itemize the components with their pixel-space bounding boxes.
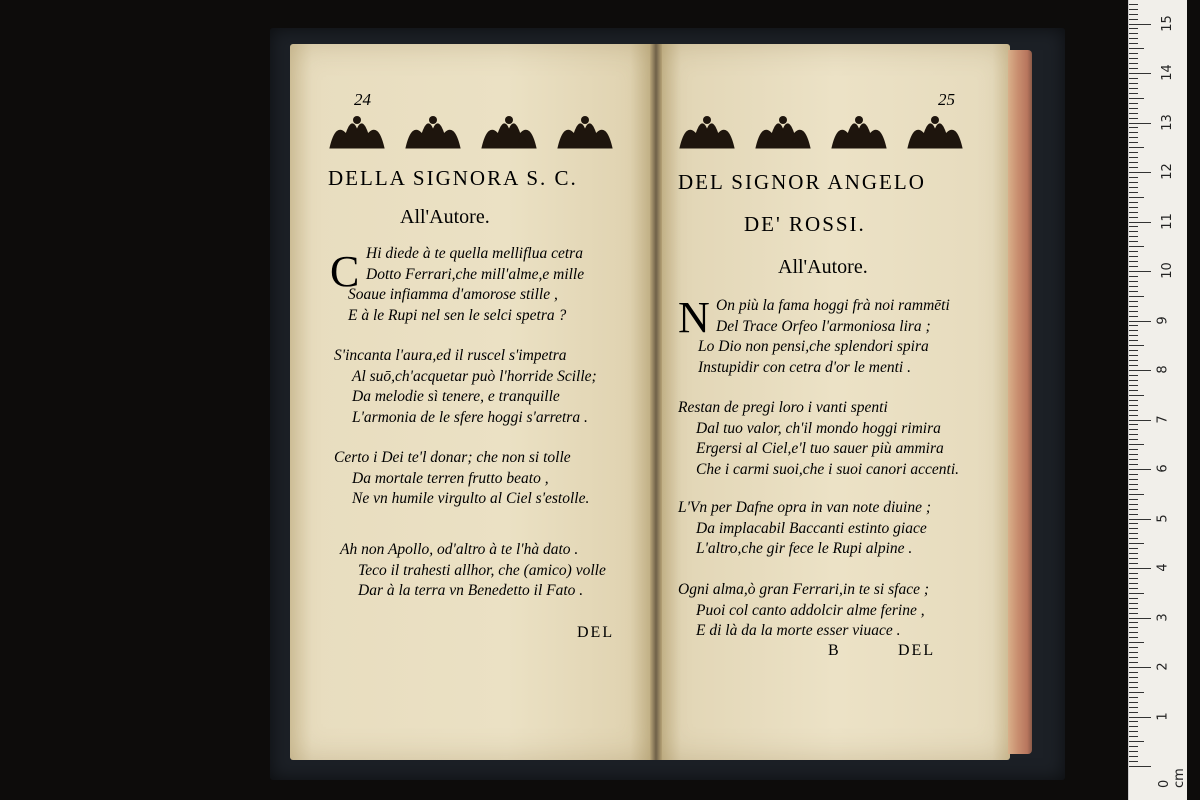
ruler-tick (1129, 657, 1138, 658)
ruler-tick (1129, 271, 1151, 272)
right-page-number: 25 (938, 90, 955, 109)
ruler-mark-label: 14 (1159, 64, 1175, 81)
right-page-title-line2: DE' ROSSI. (744, 212, 866, 236)
measurement-ruler (1128, 0, 1187, 800)
verse-line: L'armonia de le sfere hoggi s'arretra . (352, 408, 588, 426)
page-edges (1008, 50, 1032, 754)
ruler-tick (1129, 434, 1138, 435)
ruler-tick (1129, 504, 1138, 505)
ruler-tick (1129, 296, 1144, 297)
ruler-tick (1129, 439, 1138, 440)
left-stanza-1-cont (348, 285, 566, 326)
ruler-mark-label: 2 (1155, 662, 1171, 671)
ruler-tick (1129, 682, 1138, 683)
ruler-tick (1129, 662, 1138, 663)
ruler-tick (1129, 454, 1138, 455)
ruler-tick (1129, 192, 1138, 193)
verse-line: Del Trace Orfeo l'armoniosa lira ; (716, 317, 931, 335)
ruler-tick (1129, 217, 1138, 218)
ruler-tick (1129, 588, 1138, 589)
ruler-tick (1129, 330, 1138, 331)
ruler-tick (1129, 222, 1151, 223)
verse-line: Ne vn humile virgulto al Ciel s'estolle. (352, 490, 590, 507)
ruler-tick (1129, 88, 1138, 89)
ornament-icon (752, 112, 814, 152)
ruler-tick (1129, 726, 1138, 727)
ruler-tick (1129, 395, 1144, 396)
ruler-tick (1129, 24, 1151, 25)
ruler-tick (1129, 316, 1138, 317)
ruler-tick (1129, 365, 1138, 366)
ruler-tick (1129, 533, 1138, 534)
left-stanza-4 (340, 540, 606, 602)
ruler-tick (1129, 697, 1138, 698)
ruler-tick (1129, 400, 1138, 401)
left-page-title: DELLA SIGNORA S. C. (328, 166, 578, 190)
left-stanza-1 (366, 244, 584, 285)
ruler-tick (1129, 627, 1138, 628)
ruler-tick (1129, 266, 1138, 267)
ruler-tick (1129, 494, 1144, 495)
verse-line: Soaue infiamma d'amorose stille , (348, 286, 558, 303)
ruler-tick (1129, 380, 1138, 381)
verse-line: On più la fama hoggi frà noi rammēti (716, 297, 950, 314)
verse-line: Dal tuo valor, ch'il mondo hoggi rimira (696, 419, 941, 437)
ruler-tick (1129, 58, 1138, 59)
ruler-tick (1129, 147, 1144, 148)
ornament-icon (402, 112, 464, 152)
ruler-tick (1129, 385, 1138, 386)
verse-line: E di là da la morte esser viuace . (696, 622, 901, 639)
ruler-tick (1129, 187, 1138, 188)
ruler-tick (1129, 721, 1138, 722)
ruler-tick (1129, 756, 1138, 757)
ruler-tick (1129, 113, 1138, 114)
ruler-mark-label: 1 (1155, 711, 1171, 721)
ruler-tick (1129, 261, 1138, 262)
ruler-tick (1129, 335, 1138, 336)
ruler-tick (1129, 142, 1138, 143)
ruler-tick (1129, 622, 1138, 623)
book-gutter (650, 44, 662, 760)
ruler-tick (1129, 118, 1138, 119)
ruler-tick (1129, 43, 1138, 44)
ruler-tick (1129, 182, 1138, 183)
right-catchword: DEL (898, 642, 936, 659)
ruler-tick (1129, 68, 1138, 69)
ruler-tick (1129, 652, 1138, 653)
ruler-tick (1129, 132, 1138, 133)
ruler-tick (1129, 123, 1151, 124)
ruler-tick (1129, 766, 1151, 767)
verse-line: Da implacabil Baccanti estinto giace (696, 519, 927, 537)
ruler-tick (1129, 751, 1138, 752)
ruler-mark-label: 7 (1155, 414, 1171, 424)
verse-line: Da mortale terren frutto beato , (352, 469, 549, 487)
ruler-tick (1129, 38, 1138, 39)
ruler-tick (1129, 489, 1138, 490)
verse-line: Lo Dio non pensi,che splendori spira (698, 338, 929, 355)
ruler-tick (1129, 390, 1138, 391)
verse-line: Puoi col canto addolcir alme ferine , (696, 601, 925, 619)
ruler-tick (1129, 558, 1138, 559)
right-stanza-1-cont (698, 337, 929, 378)
ruler-tick (1129, 538, 1138, 539)
ruler-tick (1129, 583, 1138, 584)
ruler-tick (1129, 226, 1138, 227)
verse-line: Ogni alma,ò gran Ferrari,in te si sface ; (678, 581, 929, 598)
ruler-tick (1129, 746, 1138, 747)
ruler-tick (1129, 741, 1144, 742)
ruler-tick (1129, 152, 1138, 153)
ruler-tick (1129, 157, 1138, 158)
ruler-tick (1129, 736, 1138, 737)
ruler-tick (1129, 731, 1138, 732)
ruler-tick (1129, 608, 1138, 609)
ruler-tick (1129, 449, 1138, 450)
ruler-tick (1129, 464, 1138, 465)
left-stanza-2 (334, 346, 597, 428)
ruler-tick (1129, 177, 1138, 178)
right-stanza-3 (678, 498, 931, 560)
verse-line: Restan de pregi loro i vanti spenti (678, 399, 888, 416)
left-catchword: DEL (577, 624, 615, 641)
ruler-tick (1129, 563, 1138, 564)
ruler-tick (1129, 4, 1138, 5)
ruler-tick (1129, 519, 1151, 520)
verse-line: L'altro,che gir fece le Rupi alpine . (696, 540, 913, 557)
ruler-tick (1129, 207, 1138, 208)
ruler-tick (1129, 429, 1138, 430)
ruler-tick (1129, 499, 1138, 500)
ruler-tick (1129, 370, 1151, 371)
ruler-tick (1129, 127, 1138, 128)
ruler-tick (1129, 613, 1138, 614)
ruler-tick (1129, 231, 1138, 232)
left-page-subtitle: All'Autore. (400, 206, 490, 228)
ruler-tick (1129, 345, 1144, 346)
ruler-tick (1129, 514, 1138, 515)
verse-line: Dotto Ferrari,che mill'alme,e mille (366, 265, 585, 283)
ruler-tick (1129, 321, 1151, 322)
ruler-mark-label: 6 (1155, 464, 1171, 473)
ruler-tick (1129, 553, 1138, 554)
ruler-tick (1129, 19, 1138, 20)
verse-line: Che i carmi suoi,che i suoi canori accenti. (696, 460, 960, 478)
ruler-tick (1129, 667, 1151, 668)
ruler-tick (1129, 33, 1138, 34)
right-page-subtitle: All'Autore. (778, 256, 868, 278)
ruler-tick (1129, 632, 1138, 633)
ruler-tick (1129, 28, 1138, 29)
ruler-mark-label: 10 (1159, 262, 1175, 279)
ruler-tick (1129, 568, 1151, 569)
ruler-tick (1129, 523, 1138, 524)
ruler-unit-label: 0 cm (1157, 768, 1187, 788)
ruler-tick (1129, 548, 1138, 549)
ruler-tick (1129, 479, 1138, 480)
ruler-tick (1129, 444, 1144, 445)
left-stanza-3 (334, 448, 589, 510)
ruler-tick (1129, 78, 1138, 79)
verse-line: Ergersi al Ciel,e'l tuo sauer più ammira (696, 440, 944, 457)
ruler-tick (1129, 469, 1151, 470)
ruler-mark-label: 13 (1159, 113, 1175, 131)
right-page-title-line1: DEL SIGNOR ANGELO (678, 170, 926, 194)
ruler-tick (1129, 197, 1144, 198)
left-page-number: 24 (354, 90, 371, 109)
ruler-tick (1129, 528, 1138, 529)
ruler-tick (1129, 73, 1151, 74)
ruler-tick (1129, 459, 1138, 460)
right-drop-cap: N (678, 293, 710, 342)
ruler-tick (1129, 306, 1138, 307)
verse-line: S'incanta l'aura,ed il ruscel s'impetra (334, 347, 567, 364)
ruler-tick (1129, 642, 1144, 643)
ruler-tick (1129, 350, 1138, 351)
ruler-mark-label: 5 (1155, 513, 1171, 523)
ruler-tick (1129, 53, 1138, 54)
ruler-mark-label: 4 (1155, 563, 1171, 572)
ruler-tick (1129, 375, 1138, 376)
ruler-tick (1129, 717, 1151, 718)
ruler-tick (1129, 281, 1138, 282)
ruler-tick (1129, 692, 1144, 693)
right-signature-mark: B (828, 642, 839, 659)
ruler-tick (1129, 707, 1138, 708)
right-ornament-band (676, 112, 966, 152)
ruler-tick (1129, 474, 1138, 475)
ruler-tick (1129, 83, 1138, 84)
ruler-tick (1129, 405, 1138, 406)
ruler-tick (1129, 543, 1144, 544)
ornament-icon (554, 112, 616, 152)
right-stanza-2 (678, 398, 959, 480)
ruler-tick (1129, 420, 1151, 421)
verse-line: Certo i Dei te'l donar; che non si tolle (334, 449, 571, 466)
ruler-tick (1129, 162, 1138, 163)
verse-line: Al suō,ch'acquetar può l'horride Scille; (352, 367, 597, 385)
ruler-tick (1129, 246, 1144, 247)
verse-line: E à le Rupi nel sen le selci spetra ? (348, 306, 567, 324)
right-stanza-4 (678, 580, 929, 642)
ruler-tick (1129, 137, 1138, 138)
verse-line: Dar à la terra vn Benedetto il Fato . (358, 582, 584, 599)
ruler-tick (1129, 202, 1138, 203)
ornament-icon (478, 112, 540, 152)
ruler-mark-label: 15 (1159, 14, 1175, 32)
verse-line: Da melodie sì tenere, e tranquille (352, 388, 560, 405)
ruler-tick (1129, 48, 1144, 49)
verse-line: Teco il trahesti allhor, che (amico) volle (358, 561, 606, 579)
ruler-tick (1129, 241, 1138, 242)
verse-line: Instupidir con cetra d'or le menti . (698, 358, 911, 376)
ruler-tick (1129, 702, 1138, 703)
ruler-tick (1129, 424, 1138, 425)
ruler-mark-label: 3 (1155, 612, 1171, 622)
ruler-tick (1129, 573, 1138, 574)
ruler-tick (1129, 593, 1144, 594)
ruler-tick (1129, 301, 1138, 302)
verse-line: L'Vn per Dafne opra in van note diuine ; (678, 499, 932, 516)
left-ornament-band (326, 112, 616, 152)
ruler-tick (1129, 410, 1138, 411)
ruler-tick (1129, 236, 1138, 237)
ruler-tick (1129, 637, 1138, 638)
ruler-tick (1129, 360, 1138, 361)
ruler-tick (1129, 603, 1138, 604)
ruler-tick (1129, 9, 1138, 10)
verse-line: Ah non Apollo, od'altro à te l'hà dato . (340, 541, 579, 558)
ruler-tick (1129, 415, 1138, 416)
ruler-tick (1129, 712, 1138, 713)
right-stanza-1 (716, 296, 950, 337)
ruler-mark-label: 11 (1159, 212, 1175, 230)
ruler-tick (1129, 14, 1138, 15)
ruler-tick (1129, 167, 1138, 168)
ruler-tick (1129, 108, 1138, 109)
ruler-tick (1129, 212, 1138, 213)
ornament-icon (828, 112, 890, 152)
ruler-tick (1129, 172, 1151, 173)
ruler-tick (1129, 677, 1138, 678)
ornament-icon (904, 112, 966, 152)
ruler-tick (1129, 251, 1138, 252)
ruler-tick (1129, 311, 1138, 312)
ruler-mark-label: 9 (1155, 315, 1171, 325)
ruler-tick (1129, 93, 1138, 94)
ruler-tick (1129, 509, 1138, 510)
ruler-tick (1129, 647, 1138, 648)
ruler-tick (1129, 291, 1138, 292)
ruler-tick (1129, 687, 1138, 688)
ruler-tick (1129, 256, 1138, 257)
ruler-mark-label: 8 (1155, 365, 1171, 374)
ruler-tick (1129, 761, 1138, 762)
left-drop-cap: C (330, 247, 360, 296)
ruler-tick (1129, 484, 1138, 485)
ruler-tick (1129, 598, 1138, 599)
ornament-icon (326, 112, 388, 152)
ruler-tick (1129, 98, 1144, 99)
ruler-tick (1129, 355, 1138, 356)
ruler-mark-label: 12 (1159, 163, 1175, 180)
ruler-tick (1129, 618, 1151, 619)
ornament-icon (676, 112, 738, 152)
ruler-tick (1129, 578, 1138, 579)
ruler-tick (1129, 672, 1138, 673)
ruler-tick (1129, 286, 1138, 287)
ruler-tick (1129, 276, 1138, 277)
verse-line: Hi diede à te quella melliflua cetra (366, 245, 583, 262)
ruler-tick (1129, 325, 1138, 326)
ruler-tick (1129, 340, 1138, 341)
ruler-tick (1129, 63, 1138, 64)
ruler-tick (1129, 103, 1138, 104)
